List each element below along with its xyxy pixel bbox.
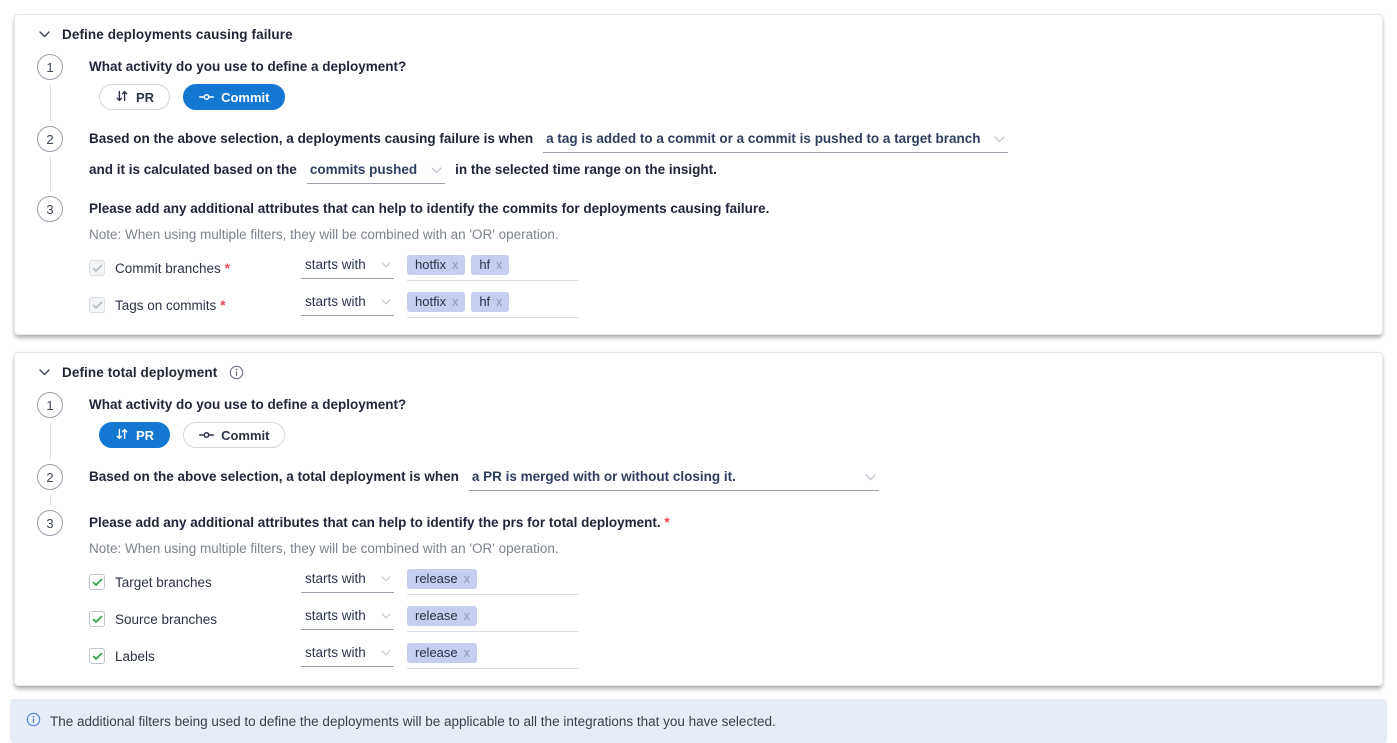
panel-title: Define total deployment	[62, 365, 218, 380]
step-question: What activity do you use to define a deployment?	[89, 397, 407, 412]
tags-input[interactable]	[407, 569, 579, 595]
close-icon[interactable]: x	[463, 608, 470, 623]
tag-label: release	[415, 571, 458, 586]
filter-tag	[407, 643, 477, 663]
chevron-down-icon	[381, 650, 391, 656]
required-marker: *	[664, 515, 670, 530]
filter-tag	[407, 569, 477, 589]
panel-title: Define deployments causing failure	[62, 27, 293, 42]
operator-select[interactable]	[301, 294, 394, 316]
filter-tag	[407, 255, 465, 275]
close-icon[interactable]: x	[452, 257, 459, 272]
panel-header	[37, 27, 1360, 42]
required-marker: *	[220, 297, 226, 313]
step2-text-before: Based on the above selection, a deployments causing failure is when	[89, 131, 534, 146]
step-1	[37, 54, 1360, 126]
filter-checkbox[interactable]	[89, 260, 105, 276]
step-connector	[50, 495, 51, 505]
close-icon[interactable]: x	[463, 571, 470, 586]
tag-label: release	[415, 645, 458, 660]
filter-label: Source branches	[115, 611, 218, 627]
commit-button[interactable]	[183, 84, 285, 110]
chevron-down-icon	[381, 576, 391, 582]
commit-button-label: Commit	[221, 89, 270, 105]
filter-checkbox[interactable]	[89, 297, 105, 313]
operator-value: starts with	[305, 257, 366, 272]
deployment-event-value: a PR is merged with or without closing it.	[471, 469, 736, 484]
filter-checkbox[interactable]	[89, 574, 105, 590]
filter-label: Target branches	[115, 574, 212, 590]
chevron-down-icon	[381, 299, 391, 305]
collapse-chevron-icon[interactable]	[37, 29, 52, 40]
filter-row-source-branches	[89, 606, 1360, 632]
tag-label: hotfix	[415, 294, 447, 309]
deployment-event-value: a tag is added to a commit or a commit is pushed to a target branch	[546, 131, 981, 146]
step3-heading: Please add any additional attributes that can help to identify the prs for total deployment.	[89, 515, 661, 530]
operator-select[interactable]	[301, 645, 394, 667]
note-text: Note: When using multiple filters, they will be combined with an 'OR' operation.	[89, 541, 559, 556]
filter-tag	[471, 292, 509, 312]
operator-value: starts with	[305, 645, 366, 660]
step2-text-before: Based on the above selection, a total deployment is when	[89, 469, 459, 484]
step-2	[37, 464, 1360, 510]
panel-deployments-causing-failure	[14, 14, 1383, 335]
chevron-down-icon	[381, 613, 391, 619]
tag-label: release	[415, 608, 458, 623]
tags-input[interactable]	[407, 643, 579, 669]
info-icon	[26, 712, 41, 730]
info-icon[interactable]	[229, 365, 244, 380]
filter-tag	[407, 606, 477, 626]
chevron-down-icon	[994, 136, 1005, 143]
pr-button[interactable]	[99, 84, 170, 110]
filter-row-target-branches	[89, 569, 1360, 595]
step-number: 3	[37, 196, 63, 222]
pull-request-icon	[115, 427, 129, 444]
banner-text: The additional filters being used to define the deployments will be applicable to all the integrations that you have selected.	[50, 713, 776, 729]
tags-input[interactable]	[407, 292, 579, 318]
operator-select[interactable]	[301, 571, 394, 593]
operator-value: starts with	[305, 608, 366, 623]
chevron-down-icon	[381, 262, 391, 268]
deployment-event-select[interactable]	[469, 468, 879, 491]
calculation-basis-select[interactable]	[307, 161, 445, 184]
operator-value: starts with	[305, 294, 366, 309]
filter-row-tags-on-commits	[89, 292, 1360, 318]
close-icon[interactable]: x	[496, 257, 503, 272]
commit-icon	[199, 428, 214, 443]
deployment-event-select[interactable]	[543, 130, 1008, 153]
step-3	[37, 196, 1360, 320]
step-connector	[50, 423, 51, 459]
step-connector	[50, 85, 51, 121]
step-number: 1	[37, 392, 63, 418]
filter-label: Commit branches	[115, 260, 221, 276]
chevron-down-icon	[865, 474, 876, 481]
step-number: 1	[37, 54, 63, 80]
panel-header	[37, 365, 1360, 380]
tags-input[interactable]	[407, 255, 579, 281]
step-number: 2	[37, 464, 63, 490]
close-icon[interactable]: x	[496, 294, 503, 309]
step2-line2-after: in the selected time range on the insight.	[455, 162, 717, 177]
filter-label: Tags on commits	[115, 297, 217, 313]
tag-label: hf	[479, 294, 491, 309]
step3-heading: Please add any additional attributes that can help to identify the commits for deployments causing failure.	[89, 201, 770, 216]
tag-label: hf	[479, 257, 491, 272]
filter-row-labels	[89, 643, 1360, 669]
filter-tag	[471, 255, 509, 275]
calculation-basis-value: commits pushed	[309, 162, 418, 177]
step-1	[37, 392, 1360, 464]
filter-row-commit-branches	[89, 255, 1360, 281]
close-icon[interactable]: x	[463, 645, 470, 660]
collapse-chevron-icon[interactable]	[37, 367, 52, 378]
step2-line2-before: and it is calculated based on the	[89, 162, 297, 177]
chevron-down-icon	[431, 167, 442, 174]
commit-button-label: Commit	[221, 427, 270, 443]
step-number: 3	[37, 510, 63, 536]
panel-total-deployment	[14, 352, 1383, 686]
step-2	[37, 126, 1360, 196]
filter-label: Labels	[115, 648, 155, 664]
pr-button-label: PR	[136, 89, 155, 105]
operator-select[interactable]	[301, 257, 394, 279]
note-text: Note: When using multiple filters, they will be combined with an 'OR' operation.	[89, 227, 559, 242]
close-icon[interactable]: x	[452, 294, 459, 309]
pull-request-icon	[115, 89, 129, 106]
filter-checkbox[interactable]	[89, 648, 105, 664]
filter-tag	[407, 292, 465, 312]
commit-button[interactable]	[183, 422, 285, 448]
tag-label: hotfix	[415, 257, 447, 272]
pr-button[interactable]	[99, 422, 170, 448]
filter-checkbox[interactable]	[89, 611, 105, 627]
info-banner	[10, 699, 1387, 743]
step-number: 2	[37, 126, 63, 152]
pr-button-label: PR	[136, 427, 155, 443]
commit-icon	[199, 90, 214, 105]
step-connector	[50, 157, 51, 191]
required-marker: *	[224, 260, 231, 276]
operator-select[interactable]	[301, 608, 394, 630]
step-question: What activity do you use to define a deployment?	[89, 59, 407, 74]
tags-input[interactable]	[407, 606, 579, 632]
step-3	[37, 510, 1360, 671]
operator-value: starts with	[305, 571, 366, 586]
